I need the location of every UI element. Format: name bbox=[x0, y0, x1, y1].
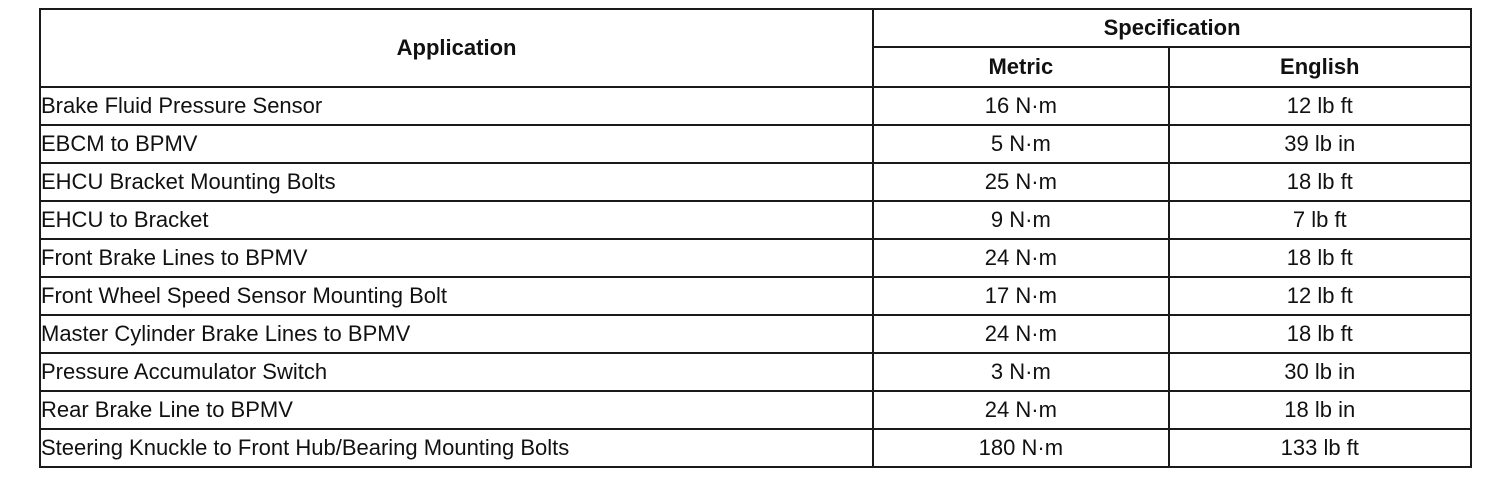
application-cell: Pressure Accumulator Switch bbox=[40, 353, 873, 391]
header-english: English bbox=[1169, 47, 1471, 87]
metric-cell: 5 N·m bbox=[873, 125, 1168, 163]
header-row-top bbox=[40, 9, 1471, 47]
header-application: Application bbox=[40, 9, 873, 87]
table-row bbox=[40, 201, 1471, 239]
table-row bbox=[40, 429, 1471, 467]
english-cell: 12 lb ft bbox=[1169, 87, 1471, 125]
header-specification: Specification bbox=[873, 9, 1471, 47]
metric-cell: 24 N·m bbox=[873, 391, 1168, 429]
application-cell: Master Cylinder Brake Lines to BPMV bbox=[40, 315, 873, 353]
table-row bbox=[40, 391, 1471, 429]
application-cell: Steering Knuckle to Front Hub/Bearing Mounting Bolts bbox=[40, 429, 873, 467]
english-cell: 12 lb ft bbox=[1169, 277, 1471, 315]
table-row bbox=[40, 277, 1471, 315]
metric-cell: 24 N·m bbox=[873, 315, 1168, 353]
torque-specification-table bbox=[39, 8, 1472, 468]
application-cell: EBCM to BPMV bbox=[40, 125, 873, 163]
metric-cell: 16 N·m bbox=[873, 87, 1168, 125]
english-cell: 133 lb ft bbox=[1169, 429, 1471, 467]
table-row bbox=[40, 163, 1471, 201]
application-cell: Front Wheel Speed Sensor Mounting Bolt bbox=[40, 277, 873, 315]
metric-cell: 180 N·m bbox=[873, 429, 1168, 467]
table-row bbox=[40, 315, 1471, 353]
metric-cell: 9 N·m bbox=[873, 201, 1168, 239]
metric-cell: 24 N·m bbox=[873, 239, 1168, 277]
metric-cell: 25 N·m bbox=[873, 163, 1168, 201]
table-row bbox=[40, 87, 1471, 125]
application-cell: Front Brake Lines to BPMV bbox=[40, 239, 873, 277]
metric-cell: 3 N·m bbox=[873, 353, 1168, 391]
header-metric: Metric bbox=[873, 47, 1168, 87]
application-cell: Brake Fluid Pressure Sensor bbox=[40, 87, 873, 125]
application-cell: EHCU to Bracket bbox=[40, 201, 873, 239]
table-row bbox=[40, 125, 1471, 163]
english-cell: 18 lb ft bbox=[1169, 163, 1471, 201]
table-row bbox=[40, 239, 1471, 277]
english-cell: 39 lb in bbox=[1169, 125, 1471, 163]
english-cell: 7 lb ft bbox=[1169, 201, 1471, 239]
english-cell: 18 lb ft bbox=[1169, 239, 1471, 277]
application-cell: EHCU Bracket Mounting Bolts bbox=[40, 163, 873, 201]
metric-cell: 17 N·m bbox=[873, 277, 1168, 315]
application-cell: Rear Brake Line to BPMV bbox=[40, 391, 873, 429]
english-cell: 30 lb in bbox=[1169, 353, 1471, 391]
table-row bbox=[40, 353, 1471, 391]
english-cell: 18 lb in bbox=[1169, 391, 1471, 429]
english-cell: 18 lb ft bbox=[1169, 315, 1471, 353]
